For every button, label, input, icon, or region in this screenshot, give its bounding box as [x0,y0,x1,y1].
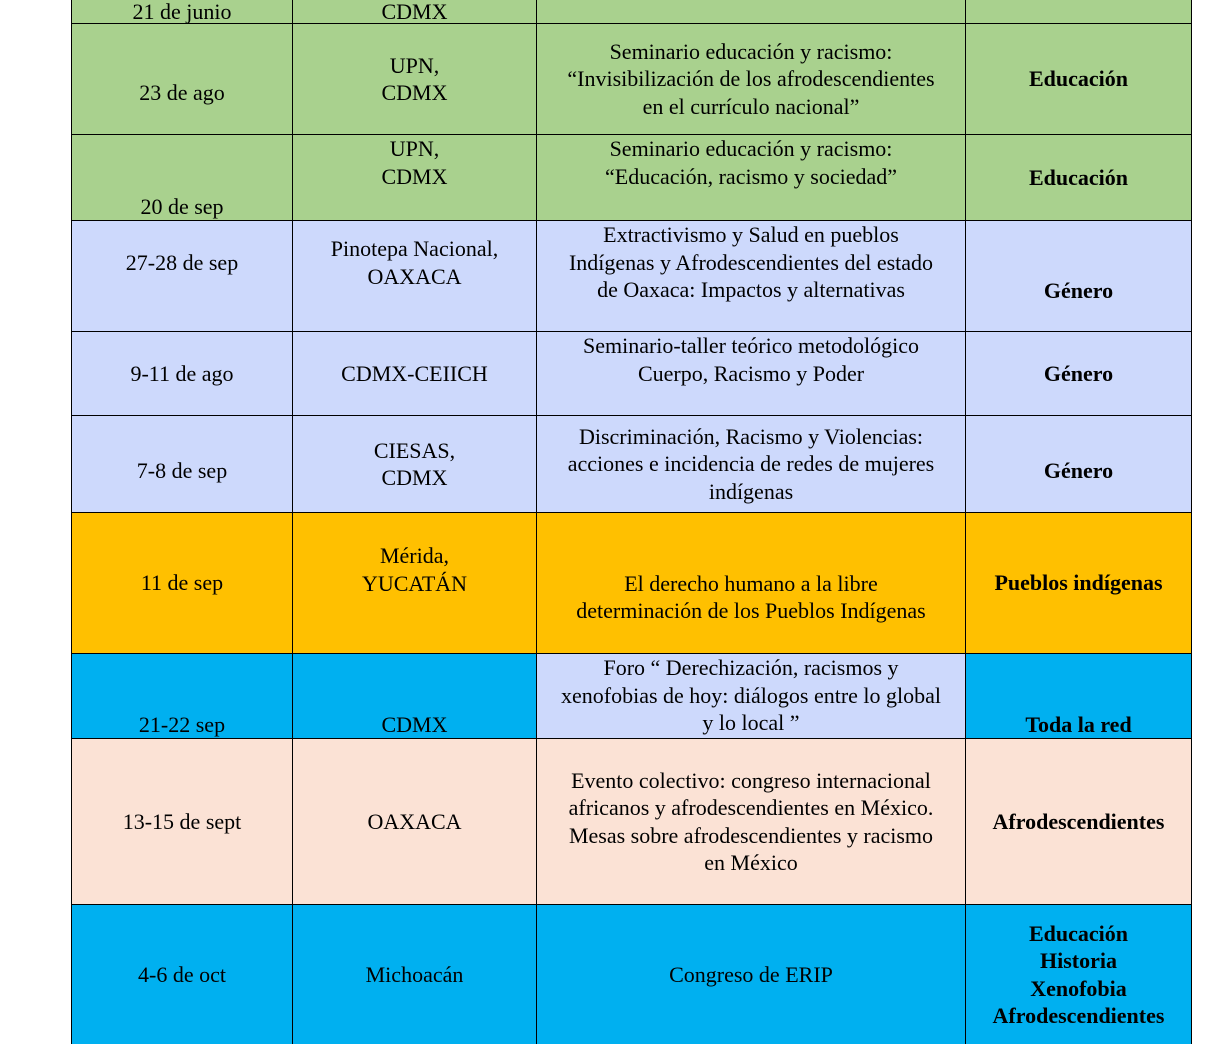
area-cell [965,513,1192,653]
event-text: determinación de los Pueblos Indígenas [576,598,926,623]
event-text: Discriminación, Racismo y Violencias: [578,423,924,449]
event-cell [536,513,965,653]
area-cell [965,905,1192,1044]
place-text: CDMX [381,80,448,105]
place-text: OAXACA [367,808,462,834]
event-text: Congreso de ERIP [669,961,833,987]
table-row [71,134,1192,220]
event-text: indígenas [708,478,794,504]
date-cell [71,0,292,23]
event-text: “Invisibilización de los afrodescendientes [567,66,935,92]
area-text: Pueblos indígenas [994,570,1163,596]
area-text: Historia [1040,948,1117,973]
place-cell [292,905,536,1044]
event-text: Cuerpo, Racismo y Poder [637,360,865,386]
area-cell [965,135,1192,220]
area-cell [965,0,1192,23]
event-cell [536,654,965,738]
area-cell [965,24,1192,134]
event-text: “Educación, racismo y sociedad” [605,163,897,189]
event-cell [536,332,965,415]
place-cell [292,135,536,220]
date-cell [71,905,292,1044]
date-text: 9-11 de ago [130,360,234,386]
place-text: CDMX [381,0,448,23]
place-text: CDMX [381,465,448,490]
date-cell [71,221,292,331]
table-row [71,738,1192,904]
area-cell [965,332,1192,415]
event-text: y lo local ” [702,710,800,735]
event-text: Seminario educación y racismo: [609,136,893,161]
date-text: 23 de ago [139,80,225,106]
date-cell [71,416,292,512]
place-text: OAXACA [367,263,462,289]
date-cell [71,135,292,220]
place-text: Pinotepa Nacional, [330,236,499,261]
place-text: UPN, [389,52,440,78]
area-cell [965,416,1192,512]
place-text: Michoacán [365,961,464,987]
date-text: 13-15 de sept [122,808,242,834]
place-cell [292,24,536,134]
place-text: Mérida, [379,543,450,568]
date-text: 21-22 sep [138,711,226,737]
date-text: 27-28 de sep [125,249,239,275]
event-text: africanos y afrodescendientes en México. [568,795,934,820]
date-text: 11 de sep [140,570,224,596]
date-text: 20 de sep [140,193,224,219]
event-cell [536,24,965,134]
event-cell [536,221,965,331]
place-text: UPN, [389,136,440,161]
date-cell [71,739,292,904]
date-text: 7-8 de sep [136,458,228,484]
date-text: 21 de junio [132,0,232,23]
event-text: xenofobias de hoy: diálogos entre lo global [560,682,942,708]
place-cell [292,0,536,23]
place-text: CDMX-CEIICH [341,360,488,386]
place-text: CDMX [381,711,448,737]
event-cell [536,905,965,1044]
event-cell [536,135,965,220]
event-text: Extractivismo y Salud en pueblos [603,222,899,247]
table-row [71,220,1192,331]
table-row [71,0,1192,23]
event-text: Seminario-taller teórico metodológico [582,333,919,358]
date-cell [71,513,292,653]
event-text: en el currículo nacional” [642,93,860,119]
date-cell [71,332,292,415]
area-cell [965,221,1192,331]
place-cell [292,332,536,415]
table-row [71,512,1192,653]
table-row [71,331,1192,415]
event-text: acciones e incidencia de redes de mujeres [567,451,935,477]
event-text: Indígenas y Afrodescendientes del estado [568,249,934,275]
date-cell [71,654,292,738]
date-cell [71,24,292,134]
area-text: Género [1043,458,1114,484]
event-text: El derecho humano a la libre [624,570,878,596]
place-cell [292,221,536,331]
area-text: Toda la red [1025,711,1132,737]
area-text: Afrodescendientes [992,1003,1165,1028]
event-text: en México [704,850,798,875]
event-cell [536,416,965,512]
event-text: Mesas sobre afrodescendientes y racismo [568,822,934,848]
place-cell [292,513,536,653]
area-cell [965,739,1192,904]
table-row [71,904,1192,1044]
event-text: Foro “ Derechización, racismos y [603,655,899,680]
place-cell [292,654,536,738]
area-text: Afrodescendientes [992,808,1165,834]
date-text: 4-6 de oct [138,961,226,987]
area-text: Xenofobia [1030,975,1127,1001]
event-text: Evento colectivo: congreso internacional [571,767,931,793]
place-cell [292,416,536,512]
area-text: Género [1043,278,1114,304]
event-cell [536,739,965,904]
table-row [71,23,1192,134]
place-text: CIESAS, [373,437,456,463]
place-text: CDMX [381,163,448,189]
place-cell [292,739,536,904]
area-text: Educación [1028,920,1129,946]
area-text: Educación [1028,164,1129,190]
area-text: Educación [1028,66,1129,92]
place-text: YUCATÁN [361,570,468,596]
event-text: de Oaxaca: Impactos y alternativas [597,277,905,302]
area-cell [965,654,1192,738]
table-row [71,415,1192,512]
event-cell [536,0,965,23]
table-row [71,653,1192,738]
event-text: Seminario educación y racismo: [609,38,893,64]
events-table [71,0,1192,1044]
area-text: Género [1043,360,1114,386]
